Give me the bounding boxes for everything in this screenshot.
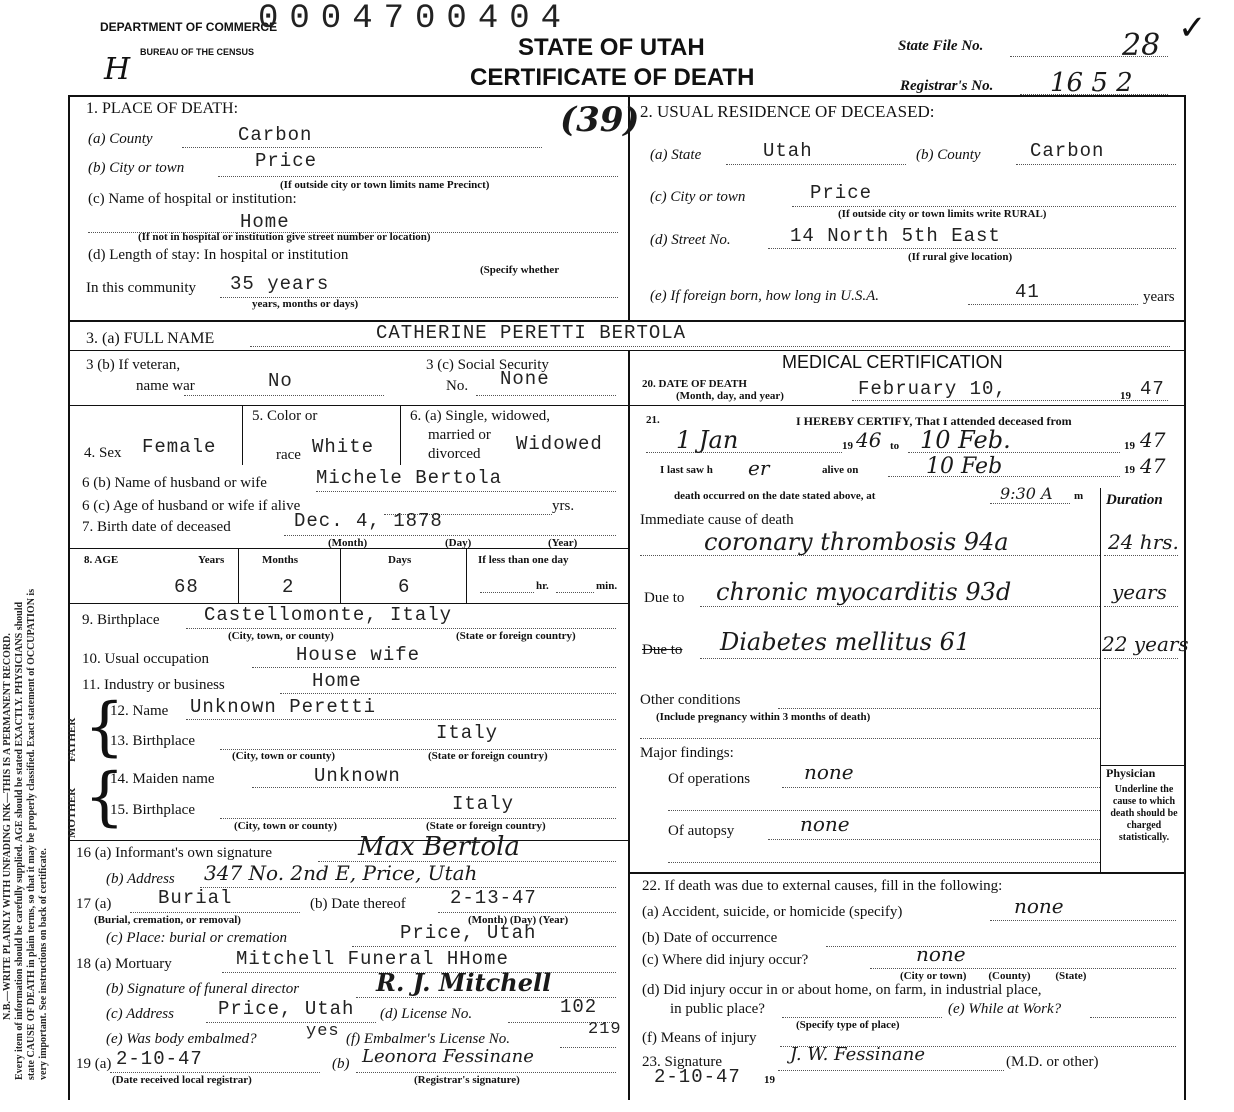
external-b-label: (b) Date of occurrence [642,930,778,946]
due-to-2-value: Diabetes mellitus 61 [720,628,971,656]
med-row-external [630,872,1186,874]
marital-label-2: married or [428,427,491,443]
res-street-label: (d) Street No. [650,232,731,248]
burial-date-value: 2-13-47 [450,887,537,909]
res-county-value: Carbon [1030,140,1105,162]
external-c-note: (City or town) (County) (State) [900,970,1087,982]
registrar-number: 16 5 2 [1050,68,1133,98]
alive-year-prefix: 19 [1124,464,1135,476]
birthplace-note-2: (State or foreign country) [456,630,576,642]
place-heading: 1. PLACE OF DEATH: [86,100,239,117]
license-label: (d) License No. [380,1006,473,1022]
age-days-value: 6 [398,576,411,598]
burial-label: 17 (a) [76,896,112,912]
county-value: Carbon [238,124,313,146]
alive-year: 47 [1140,454,1166,478]
center-divider-bottom [628,350,630,1100]
father-bracket-icon: { [84,690,125,764]
other-conditions-label: Other conditions [640,692,741,708]
operations-value: none [804,760,854,784]
side-note-3: state CAUSE OF DEATH in plain terms, so that it may be properly classified. Exact statement of OCCUPATION is [26,588,37,1080]
due-to-1-label: Due to [644,590,685,606]
duration-header: Duration [1106,492,1163,508]
physician-title: Physician [1106,766,1156,780]
occupation-label: 10. Usual occupation [82,651,210,667]
community-note: years, months or days) [252,298,359,310]
age-col-1 [238,548,239,603]
city-note: (If outside city or town limits name Precinct) [280,179,490,191]
birthdate-value: Dec. 4, 1878 [294,510,443,532]
veteran-label-2: name war [136,378,195,394]
ssn-label-2: No. [446,378,469,394]
external-c-value: none [916,942,966,966]
ssn-label-1: 3 (c) Social Security [426,357,549,373]
res-state-label: (a) State [650,147,702,163]
res-street-note: (If rural give location) [908,251,1013,263]
birthplace-note-1: (City, town, or county) [228,630,334,642]
registrar-signature: Leonora Fessinane [362,1046,534,1067]
last-saw-label: I last saw h [660,464,713,476]
marital-label-1: 6. (a) Single, widowed, [410,408,550,424]
marital-value: Widowed [516,433,603,455]
race-value: White [312,436,375,458]
external-c-label: (c) Where did injury occur? [642,952,809,968]
stay-label: (d) Length of stay: In hospital or institution [88,247,349,263]
row-divider-veteran [68,350,1186,351]
father-bp-label: 13. Birthplace [110,733,195,749]
father-name-label: 12. Name [110,703,169,719]
res-city-note: (If outside city or town limits write RURAL) [838,208,1047,220]
mortuary-label: 18 (a) Mortuary [76,956,172,972]
informant-signature: Max Bertola [358,832,520,862]
informant-address: 347 No. 2nd E, Price, Utah [204,861,478,885]
death-date-note: (Month, day, and year) [676,390,784,402]
last-saw-her: er [748,456,770,480]
outer-right-border [1184,95,1186,1100]
to-label: to [890,440,900,452]
mother-maiden-label: 14. Maiden name [110,771,215,787]
from-year-prefix: 19 [842,440,853,452]
external-heading: 22. If death was due to external causes, fill in the following: [642,878,1003,894]
birth-month-note: (Month) [328,537,368,549]
row-divider-informant [68,840,628,841]
age-days-label: Days [388,554,412,566]
attended-from: 1 Jan [676,426,739,454]
registrar-sig-label: (b) [332,1056,350,1072]
registrar-label: Registrar's No. [900,78,994,94]
burial-value: Burial [158,887,233,909]
external-a-label: (a) Accident, suicide, or homicide (specify) [642,904,903,920]
physician-date-prefix: 19 [764,1074,775,1086]
race-label-2: race [276,447,301,463]
alive-on-value: 10 Feb [926,454,1003,479]
community-value: 35 years [230,273,330,295]
state-file-label: State File No. [898,38,984,54]
res-foreign-value: 41 [1015,281,1040,303]
informant-sig-label: 16 (a) Informant's own signature [76,845,272,861]
external-d-label-2: in public place? [670,1001,765,1017]
mother-maiden-value: Unknown [314,765,401,787]
spouse-value: Michele Bertola [316,467,503,489]
registrar-date-note: (Date received local registrar) [112,1074,252,1086]
spouse-age-unit: yrs. [552,498,575,514]
res-city-label: (c) City or town [650,189,746,205]
side-note-2: Every item of information should be carefully supplied. AGE should be stated EXACTLY. PHYSICIANS should [14,601,25,1080]
mother-bracket-icon: { [84,760,125,834]
res-street-value: 14 North 5th East [790,225,1001,247]
community-label: In this community [86,280,196,296]
from-year: 46 [856,428,882,452]
marital-label-3: divorced [428,446,481,462]
age-months-label: Months [262,554,299,566]
veteran-value: No [268,370,293,392]
fullname-label: 3. (a) FULL NAME [86,330,215,347]
embalmer-value: 219 [588,1020,622,1039]
outer-top-border [68,95,1186,97]
side-note-1: N.B.—WRITE PLAINLY WITH UNFADING INK—THIS IS A PERMANENT RECORD. [2,633,13,1020]
age-min-label: min. [596,580,618,592]
death-time: 9:30 A [1000,484,1053,503]
father-note-2: (State or foreign country) [428,750,548,762]
signature-suffix: (M.D. or other) [1006,1054,1099,1070]
father-note-1: (City, town or county) [232,750,336,762]
birth-year-note: (Year) [548,537,578,549]
burial-date-note: (Month) (Day) (Year) [468,914,569,926]
signature-label: 23. Signature [642,1054,722,1070]
sex-value: Female [142,436,217,458]
industry-label: 11. Industry or business [82,677,225,693]
license-value: 102 [560,996,598,1018]
state-title: STATE OF UTAH [518,34,705,61]
age-months-value: 2 [282,576,295,598]
age-col-3 [466,548,467,603]
res-county-label: (b) County [916,147,981,163]
veteran-label-1: 3 (b) If veteran, [86,357,181,373]
other-conditions-note: (Include pregnancy within 3 months of death) [656,711,871,723]
informant-addr-label: (b) Address [106,871,175,887]
serial-number: 0004700404 [258,0,573,38]
res-foreign-label: (e) If foreign born, how long in U.S.A. [650,288,880,304]
spouse-label: 6 (b) Name of husband or wife [82,475,267,491]
sex-col-1 [242,405,243,465]
mother-side-label: MOTHER [66,787,78,838]
sex-col-2 [400,405,401,465]
res-state-value: Utah [763,140,813,162]
age-label: 8. AGE [84,554,119,566]
age-years-value: 68 [174,576,199,598]
burial-place-label: (c) Place: burial or cremation [106,930,288,946]
external-a-value: none [1014,894,1064,918]
director-signature: R. J. Mitchell [376,968,552,997]
mortuary-value: Mitchell Funeral HHome [236,948,509,970]
age-years-label: Years [198,554,225,566]
embalmed-value: yes [306,1022,340,1041]
death-time-unit: m [1074,490,1084,502]
death-date-label: 20. DATE OF DEATH [642,378,747,390]
father-bp-value: Italy [436,722,499,744]
embalmer-label: (f) Embalmer's License No. [346,1031,511,1047]
external-d-label: (d) Did injury occur in or about home, on farm, in industrial place, [642,982,1042,998]
burial-date-label: (b) Date thereof [310,896,406,912]
physician-signature: J. W. Fessinane [790,1044,926,1065]
sex-label: 4. Sex [84,445,122,461]
age-hr-label: hr. [536,580,549,592]
autopsy-value: none [800,812,850,836]
industry-value: Home [312,670,362,692]
due-to-2-label: Due to [642,642,683,658]
res-city-value: Price [810,182,873,204]
embalmed-label: (e) Was body embalmed? [106,1031,257,1047]
registrar-sig-note: (Registrar's signature) [414,1074,520,1086]
director-sig-label: (b) Signature of funeral director [106,981,300,997]
row-divider-sex [68,405,628,406]
registrar-date-value: 2-10-47 [116,1048,203,1070]
death-year-value: 47 [1140,378,1165,400]
race-label-1: 5. Color or [252,408,318,424]
fullname-value: CATHERINE PERETTI BERTOLA [376,322,687,344]
residence-heading: 2. USUAL RESIDENCE OF DECEASED: [640,102,935,121]
state-file-number: 28 [1122,28,1161,63]
alive-on-label: alive on [822,464,859,476]
med-row-date [630,405,1186,406]
duration-1: 24 hrs. [1108,530,1179,554]
occupation-value: House wife [296,644,421,666]
county-label: (a) County [88,131,153,147]
father-name-value: Unknown Peretti [190,696,377,718]
mortuary-addr-value: Price, Utah [218,998,355,1020]
hospital-label: (c) Name of hospital or institution: [88,191,297,207]
registrar-section-label: 19 (a) [76,1056,112,1072]
medical-heading: MEDICAL CERTIFICATION [782,352,1003,372]
physician-date: 2-10-47 [654,1066,741,1088]
hospital-note: (If not in hospital or institution give street number or location) [138,231,431,243]
hospital-value: Home [240,211,290,233]
mortuary-addr-label: (c) Address [106,1006,174,1022]
physician-note: Underline the cause to which death should be charged statistically. [1110,784,1178,843]
external-d-note: (Specify type of place) [796,1019,900,1031]
birthplace-value: Castellomonte, Italy [204,604,453,626]
bureau-label: BUREAU OF THE CENSUS [140,47,255,57]
outer-left-border [68,95,70,1100]
birthdate-label: 7. Birth date of deceased [82,519,231,535]
mother-bp-value: Italy [452,793,515,815]
age-less-label: If less than one day [478,554,569,566]
major-findings-label: Major findings: [640,745,734,761]
med-duration-col [1100,488,1101,873]
immediate-cause-value: coronary thrombosis 94a [704,528,1009,556]
certify-number: 21. [646,414,660,426]
birth-day-note: (Day) [445,537,472,549]
due-to-1-value: chronic myocarditis 93d [716,578,1012,606]
city-value: Price [255,150,318,172]
spouse-age-label: 6 (c) Age of husband or wife if alive [82,498,301,514]
city-label: (b) City or town [88,160,185,176]
department-label: DEPARTMENT OF COMMERCE [100,20,278,34]
duration-3: 22 years [1102,632,1189,656]
check-mark-icon: ✓ [1178,8,1207,48]
certify-text: I HEREBY CERTIFY, That I attended deceased from [796,414,1072,428]
mother-bp-label: 15. Birthplace [110,802,195,818]
autopsy-label: Of autopsy [668,823,735,839]
to-year: 47 [1140,428,1166,452]
stay-note: (Specify whether [480,264,560,276]
corner-mark: H [104,52,131,87]
res-foreign-unit: years [1143,289,1175,305]
occurred-label: death occurred on the date stated above, at [674,490,876,502]
stamp-number: (39) [560,100,640,140]
immediate-cause-label: Immediate cause of death [640,512,794,528]
ssn-value: None [500,368,550,390]
to-year-prefix: 19 [1124,440,1135,452]
birthplace-label: 9. Birthplace [82,612,160,628]
mother-note-1: (City, town or county) [234,820,338,832]
death-date-value: February 10, [858,378,1007,400]
death-year-prefix: 19 [1120,390,1131,402]
burial-place-value: Price, Utah [400,922,537,944]
mother-note-2: (State or foreign country) [426,820,546,832]
attended-to: 10 Feb. [920,426,1011,454]
certificate-title: CERTIFICATE OF DEATH [470,64,755,91]
burial-note: (Burial, cremation, or removal) [94,914,241,926]
side-note-4: very important. See instructions on back of certificate. [38,848,49,1080]
operations-label: Of operations [668,771,751,787]
external-e-label: (e) While at Work? [948,1001,1062,1017]
external-f-label: (f) Means of injury [642,1030,757,1046]
father-side-label: FATHER [66,717,78,762]
age-col-2 [340,548,341,603]
duration-2: years [1112,580,1167,604]
